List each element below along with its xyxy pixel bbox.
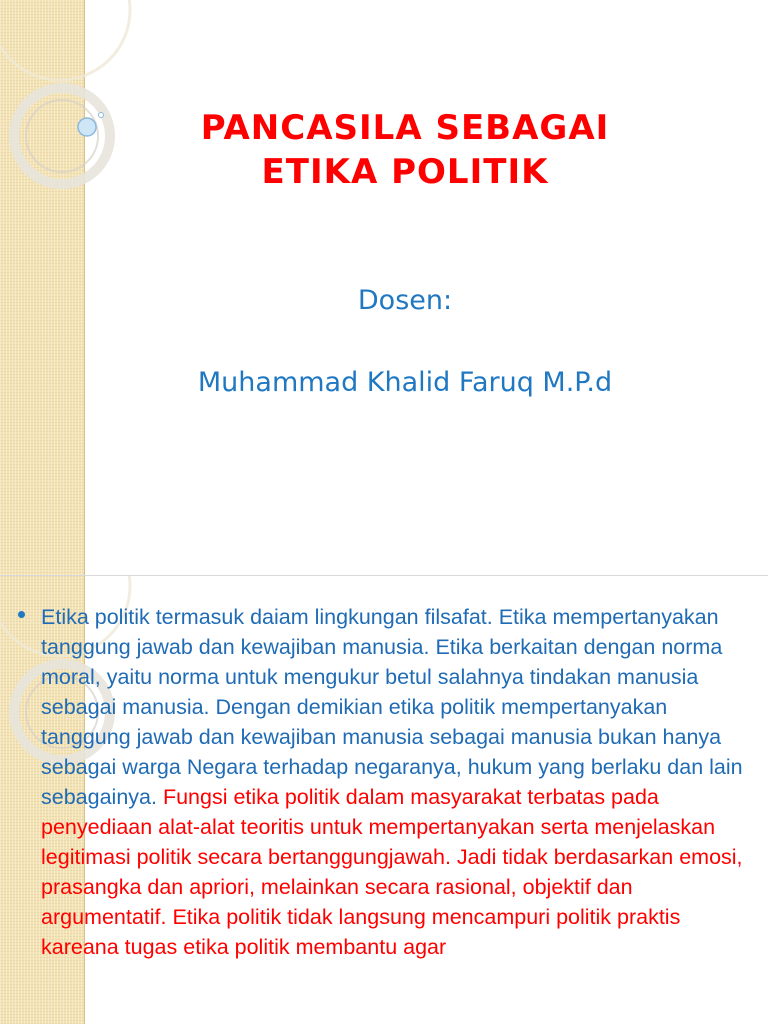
slide-title-heading [100, 106, 710, 194]
decorative-ring [14, 88, 110, 184]
bullet-dot-icon [18, 611, 25, 618]
lecturer-label: Dosen: [357, 285, 453, 316]
lecturer-name: Muhammad Khalid Faruq M.P.d [197, 367, 613, 398]
title-line-1: PANCASILA SEBAGAI [200, 108, 610, 148]
slide-divider [0, 575, 768, 576]
blue-bubble-large [78, 118, 96, 136]
paragraph-blue-text: Etika politik termasuk daiam lingkungan filsafat. Etika mempertanyakan tanggung jawab dan kewajiban manusia. Etika berkaitan dengan norma moral, yaitu norma untuk mengukur betul salahnya tindakan manusia sebagai manusia. Dengan demikian etika politik mempertanyakan tanggung jawab dan kewajiban manusia sebagai manusia bukan hanya sebagai warga Negara terhadap negaranya, hukum yang berlaku dan lain sebagainya. [41, 605, 743, 809]
bullet-item [18, 602, 754, 962]
paragraph-red-text: Fungsi etika politik dalam masyarakat terbatas pada penyediaan alat-alat teoritis untuk mempertanyakan serta menjelaskan legitimasi politik secara bertanggungjawah. Jadi tidak berdasarkan emosi, prasangka dan apriori, melainkan secara rasional, objektif dan argumentatif. Etika politik tidak langsung mencampuri politik praktis kareana tugas etika politik membantu agar [41, 785, 743, 959]
title-line-2: ETIKA POLITIK [261, 152, 549, 192]
bullet-paragraph [41, 602, 754, 962]
slide-content [0, 576, 768, 1024]
decorative-arc [0, 0, 130, 80]
